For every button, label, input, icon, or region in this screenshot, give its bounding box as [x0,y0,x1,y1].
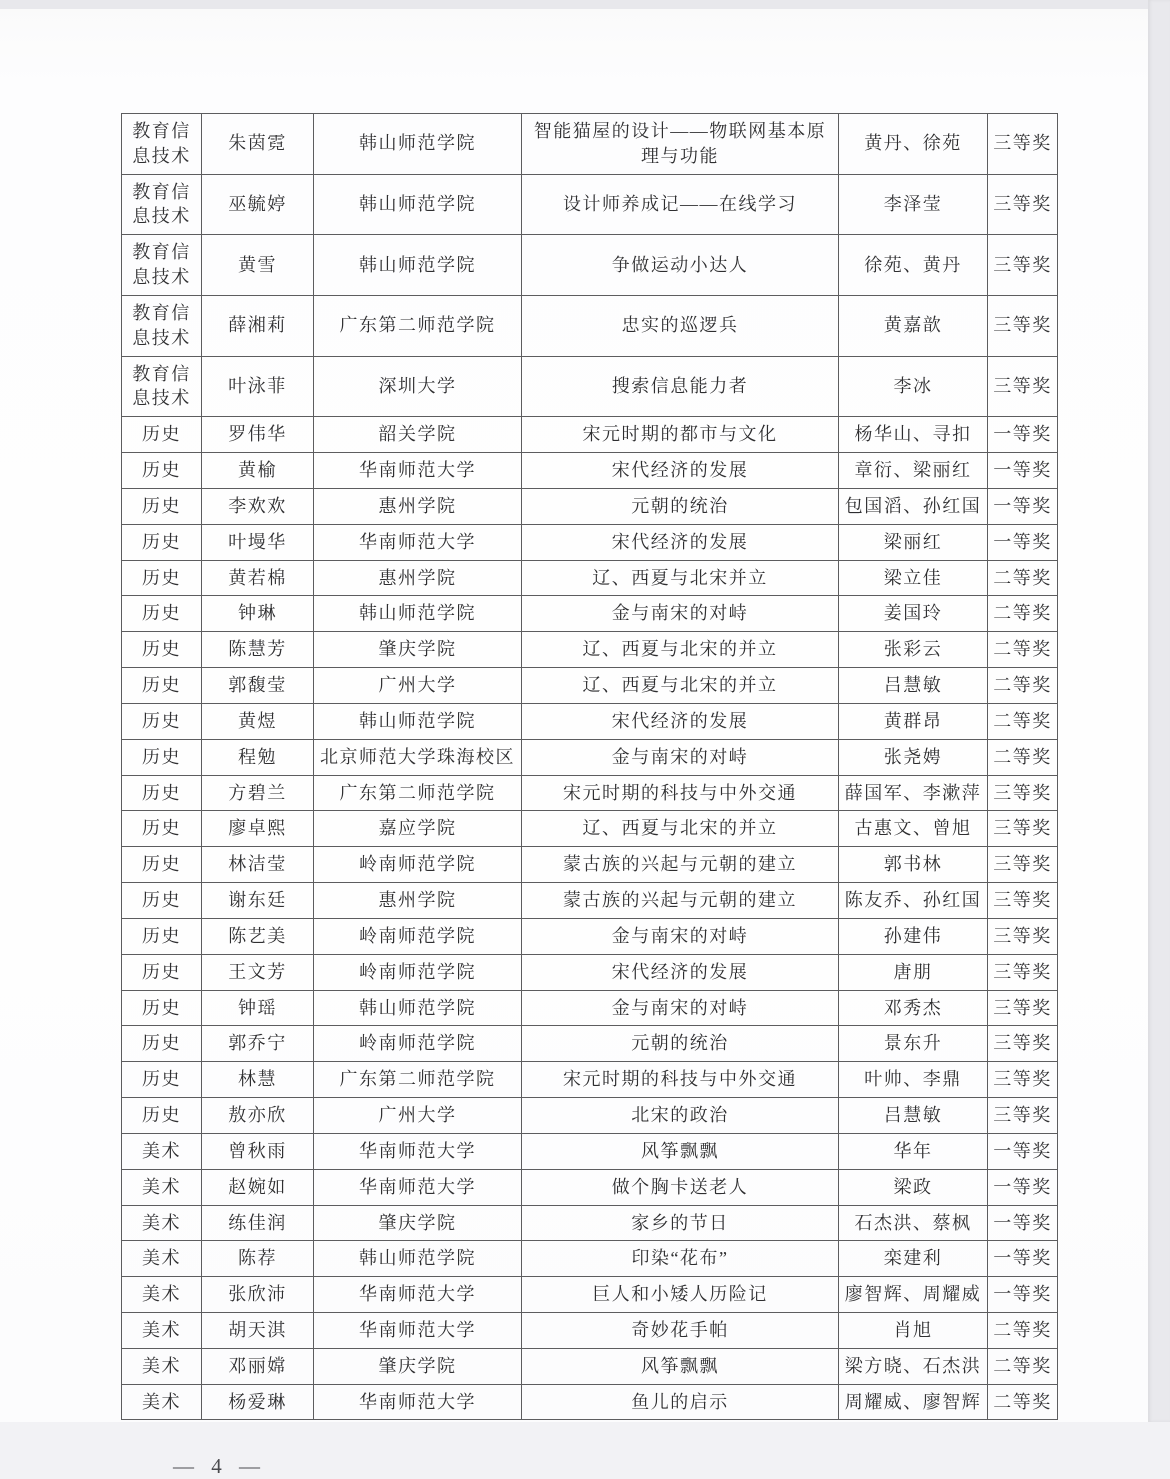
awards-table [121,113,1058,1420]
cell-award-level: 二等奖 [988,596,1058,632]
cell-school: 韩山师范学院 [314,1241,522,1277]
cell-student-name: 邓丽嫦 [202,1348,314,1384]
cell-subject: 历史 [122,954,202,990]
cell-award-level: 一等奖 [988,1241,1058,1277]
cell-student-name: 陈艺美 [202,918,314,954]
cell-student-name: 陈慧芳 [202,632,314,668]
cell-work-title: 争做运动小达人 [522,235,839,296]
cell-subject: 美术 [122,1348,202,1384]
cell-work-title: 宋代经济的发展 [522,954,839,990]
awards-table-body [122,114,1058,1420]
cell-work-title: 北宋的政治 [522,1098,839,1134]
cell-student-name: 林洁莹 [202,847,314,883]
cell-school: 华南师范大学 [314,1277,522,1313]
cell-school: 广州大学 [314,1098,522,1134]
cell-school: 岭南师范学院 [314,1026,522,1062]
cell-school: 华南师范大学 [314,1133,522,1169]
cell-subject: 历史 [122,990,202,1026]
cell-work-title: 蒙古族的兴起与元朝的建立 [522,847,839,883]
table-row [122,1312,1058,1348]
cell-student-name: 巫毓婷 [202,174,314,235]
cell-advisors: 吕慧敏 [839,668,988,704]
cell-subject: 教育信息技术 [122,235,202,296]
cell-subject: 历史 [122,596,202,632]
cell-subject: 美术 [122,1241,202,1277]
cell-award-level: 三等奖 [988,1062,1058,1098]
cell-school: 韩山师范学院 [314,174,522,235]
cell-school: 韩山师范学院 [314,235,522,296]
cell-advisors: 梁政 [839,1169,988,1205]
cell-student-name: 杨爱琳 [202,1384,314,1420]
cell-advisors: 梁方晓、石杰洪 [839,1348,988,1384]
cell-student-name: 敖亦欣 [202,1098,314,1134]
table-row [122,453,1058,489]
table-row [122,235,1058,296]
cell-subject: 历史 [122,775,202,811]
cell-subject: 教育信息技术 [122,356,202,417]
cell-award-level: 一等奖 [988,1169,1058,1205]
cell-award-level: 三等奖 [988,356,1058,417]
table-row [122,1169,1058,1205]
cell-award-level: 一等奖 [988,1205,1058,1241]
table-row [122,488,1058,524]
table-row [122,954,1058,990]
cell-subject: 美术 [122,1312,202,1348]
cell-advisors: 徐苑、黄丹 [839,235,988,296]
cell-school: 韶关学院 [314,417,522,453]
cell-subject: 历史 [122,739,202,775]
cell-advisors: 邓秀杰 [839,990,988,1026]
cell-award-level: 二等奖 [988,1348,1058,1384]
cell-award-level: 二等奖 [988,703,1058,739]
cell-award-level: 一等奖 [988,1133,1058,1169]
cell-advisors: 吕慧敏 [839,1098,988,1134]
cell-subject: 历史 [122,453,202,489]
cell-work-title: 搜索信息能力者 [522,356,839,417]
cell-award-level: 三等奖 [988,235,1058,296]
cell-work-title: 印染“花布” [522,1241,839,1277]
cell-work-title: 金与南宋的对峙 [522,990,839,1026]
cell-work-title: 元朝的统治 [522,1026,839,1062]
table-row [122,1098,1058,1134]
cell-advisors: 黄嘉歆 [839,295,988,356]
cell-school: 广州大学 [314,668,522,704]
page-number: — 4 — [173,1454,266,1479]
cell-work-title: 辽、西夏与北宋的并立 [522,811,839,847]
table-row [122,918,1058,954]
cell-student-name: 朱茵霓 [202,114,314,175]
cell-work-title: 设计师养成记——在线学习 [522,174,839,235]
cell-work-title: 金与南宋的对峙 [522,918,839,954]
cell-student-name: 郭馥莹 [202,668,314,704]
cell-school: 华南师范大学 [314,453,522,489]
table-row [122,524,1058,560]
cell-school: 华南师范大学 [314,1169,522,1205]
cell-award-level: 三等奖 [988,883,1058,919]
cell-award-level: 二等奖 [988,632,1058,668]
cell-work-title: 鱼儿的启示 [522,1384,839,1420]
cell-work-title: 宋元时期的都市与文化 [522,417,839,453]
cell-school: 华南师范大学 [314,524,522,560]
cell-school: 华南师范大学 [314,1384,522,1420]
cell-school: 广东第二师范学院 [314,295,522,356]
table-row [122,811,1058,847]
cell-award-level: 二等奖 [988,1312,1058,1348]
cell-student-name: 王文芳 [202,954,314,990]
cell-advisors: 姜国玲 [839,596,988,632]
cell-school: 惠州学院 [314,883,522,919]
cell-school: 韩山师范学院 [314,990,522,1026]
cell-advisors: 廖智辉、周耀威 [839,1277,988,1313]
cell-award-level: 三等奖 [988,1098,1058,1134]
cell-subject: 教育信息技术 [122,174,202,235]
cell-school: 嘉应学院 [314,811,522,847]
cell-award-level: 三等奖 [988,954,1058,990]
cell-award-level: 一等奖 [988,417,1058,453]
cell-student-name: 谢东廷 [202,883,314,919]
cell-award-level: 三等奖 [988,114,1058,175]
cell-work-title: 宋元时期的科技与中外交通 [522,1062,839,1098]
cell-subject: 美术 [122,1277,202,1313]
cell-school: 韩山师范学院 [314,596,522,632]
cell-advisors: 梁立佳 [839,560,988,596]
cell-student-name: 张欣沛 [202,1277,314,1313]
cell-advisors: 陈友乔、孙红国 [839,883,988,919]
cell-work-title: 宋代经济的发展 [522,524,839,560]
cell-subject: 历史 [122,524,202,560]
table-row [122,1205,1058,1241]
cell-work-title: 辽、西夏与北宋的并立 [522,668,839,704]
table-row [122,1026,1058,1062]
cell-advisors: 石杰洪、蔡枫 [839,1205,988,1241]
cell-student-name: 程勉 [202,739,314,775]
cell-advisors: 薛国军、李漱萍 [839,775,988,811]
cell-subject: 历史 [122,1062,202,1098]
cell-award-level: 三等奖 [988,811,1058,847]
cell-student-name: 曾秋雨 [202,1133,314,1169]
cell-subject: 历史 [122,488,202,524]
cell-award-level: 二等奖 [988,739,1058,775]
cell-student-name: 李欢欢 [202,488,314,524]
cell-student-name: 钟琳 [202,596,314,632]
cell-advisors: 黄丹、徐苑 [839,114,988,175]
cell-student-name: 钟瑶 [202,990,314,1026]
cell-school: 肇庆学院 [314,1205,522,1241]
cell-advisors: 杨华山、寻扣 [839,417,988,453]
cell-advisors: 景东升 [839,1026,988,1062]
cell-advisors: 叶帅、李鼎 [839,1062,988,1098]
cell-work-title: 辽、西夏与北宋的并立 [522,632,839,668]
table-row [122,560,1058,596]
cell-advisors: 章衍、梁丽红 [839,453,988,489]
cell-school: 华南师范大学 [314,1312,522,1348]
cell-work-title: 蒙古族的兴起与元朝的建立 [522,883,839,919]
table-row [122,1062,1058,1098]
cell-advisors: 张尧娉 [839,739,988,775]
cell-advisors: 栾建利 [839,1241,988,1277]
cell-student-name: 胡天淇 [202,1312,314,1348]
cell-work-title: 家乡的节日 [522,1205,839,1241]
cell-work-title: 元朝的统治 [522,488,839,524]
cell-subject: 美术 [122,1384,202,1420]
cell-award-level: 三等奖 [988,918,1058,954]
cell-award-level: 二等奖 [988,1384,1058,1420]
cell-subject: 历史 [122,560,202,596]
cell-advisors: 梁丽红 [839,524,988,560]
cell-award-level: 一等奖 [988,453,1058,489]
cell-subject: 历史 [122,918,202,954]
cell-school: 肇庆学院 [314,632,522,668]
cell-award-level: 三等奖 [988,295,1058,356]
cell-work-title: 金与南宋的对峙 [522,739,839,775]
cell-subject: 历史 [122,668,202,704]
cell-subject: 历史 [122,811,202,847]
table-row [122,1348,1058,1384]
table-row [122,632,1058,668]
cell-school: 韩山师范学院 [314,703,522,739]
cell-advisors: 张彩云 [839,632,988,668]
cell-advisors: 郭书林 [839,847,988,883]
cell-subject: 历史 [122,1026,202,1062]
cell-student-name: 叶泳菲 [202,356,314,417]
cell-work-title: 宋代经济的发展 [522,453,839,489]
cell-student-name: 方碧兰 [202,775,314,811]
cell-subject: 历史 [122,883,202,919]
cell-advisors: 肖旭 [839,1312,988,1348]
cell-school: 深圳大学 [314,356,522,417]
cell-student-name: 黄若棉 [202,560,314,596]
cell-student-name: 黄雪 [202,235,314,296]
table-row [122,990,1058,1026]
cell-school: 惠州学院 [314,488,522,524]
cell-subject: 历史 [122,703,202,739]
table-row [122,295,1058,356]
cell-school: 惠州学院 [314,560,522,596]
cell-student-name: 陈荐 [202,1241,314,1277]
cell-student-name: 薛湘莉 [202,295,314,356]
cell-award-level: 三等奖 [988,775,1058,811]
cell-subject: 历史 [122,847,202,883]
table-row [122,114,1058,175]
cell-subject: 教育信息技术 [122,114,202,175]
cell-award-level: 二等奖 [988,560,1058,596]
cell-work-title: 奇妙花手帕 [522,1312,839,1348]
cell-student-name: 叶墁华 [202,524,314,560]
cell-student-name: 罗伟华 [202,417,314,453]
cell-school: 岭南师范学院 [314,954,522,990]
table-row [122,668,1058,704]
cell-award-level: 二等奖 [988,668,1058,704]
cell-work-title: 做个胸卡送老人 [522,1169,839,1205]
cell-advisors: 唐朋 [839,954,988,990]
cell-award-level: 一等奖 [988,488,1058,524]
cell-student-name: 练佳润 [202,1205,314,1241]
cell-award-level: 三等奖 [988,1026,1058,1062]
cell-school: 广东第二师范学院 [314,775,522,811]
cell-award-level: 一等奖 [988,524,1058,560]
cell-school: 北京师范大学珠海校区 [314,739,522,775]
cell-school: 广东第二师范学院 [314,1062,522,1098]
table-row [122,739,1058,775]
cell-work-title: 风筝飘飘 [522,1348,839,1384]
cell-advisors: 包国滔、孙红国 [839,488,988,524]
table-row [122,1133,1058,1169]
cell-subject: 美术 [122,1133,202,1169]
cell-student-name: 郭乔宁 [202,1026,314,1062]
table-row [122,596,1058,632]
cell-subject: 美术 [122,1205,202,1241]
table-row [122,703,1058,739]
table-row [122,417,1058,453]
cell-school: 岭南师范学院 [314,918,522,954]
cell-advisors: 孙建伟 [839,918,988,954]
table-row [122,1384,1058,1420]
cell-subject: 历史 [122,417,202,453]
table-row [122,883,1058,919]
cell-advisors: 周耀威、廖智辉 [839,1384,988,1420]
table-row [122,356,1058,417]
cell-school: 肇庆学院 [314,1348,522,1384]
cell-advisors: 古惠文、曾旭 [839,811,988,847]
cell-subject: 教育信息技术 [122,295,202,356]
cell-award-level: 三等奖 [988,990,1058,1026]
cell-work-title: 忠实的巡逻兵 [522,295,839,356]
cell-work-title: 金与南宋的对峙 [522,596,839,632]
cell-work-title: 宋代经济的发展 [522,703,839,739]
cell-student-name: 赵婉如 [202,1169,314,1205]
cell-award-level: 三等奖 [988,174,1058,235]
cell-work-title: 辽、西夏与北宋并立 [522,560,839,596]
table-row [122,174,1058,235]
cell-award-level: 三等奖 [988,847,1058,883]
table-row [122,1241,1058,1277]
cell-award-level: 一等奖 [988,1277,1058,1313]
cell-student-name: 黄煜 [202,703,314,739]
table-row [122,1277,1058,1313]
cell-student-name: 黄榆 [202,453,314,489]
table-row [122,775,1058,811]
cell-work-title: 宋元时期的科技与中外交通 [522,775,839,811]
cell-school: 韩山师范学院 [314,114,522,175]
cell-advisors: 李泽莹 [839,174,988,235]
cell-school: 岭南师范学院 [314,847,522,883]
cell-subject: 历史 [122,632,202,668]
table-row [122,847,1058,883]
cell-subject: 美术 [122,1169,202,1205]
cell-advisors: 李冰 [839,356,988,417]
cell-student-name: 林慧 [202,1062,314,1098]
cell-advisors: 黄群昂 [839,703,988,739]
cell-work-title: 智能猫屋的设计——物联网基本原理与功能 [522,114,839,175]
cell-advisors: 华年 [839,1133,988,1169]
cell-work-title: 巨人和小矮人历险记 [522,1277,839,1313]
cell-work-title: 风筝飘飘 [522,1133,839,1169]
cell-student-name: 廖卓熙 [202,811,314,847]
cell-subject: 历史 [122,1098,202,1134]
